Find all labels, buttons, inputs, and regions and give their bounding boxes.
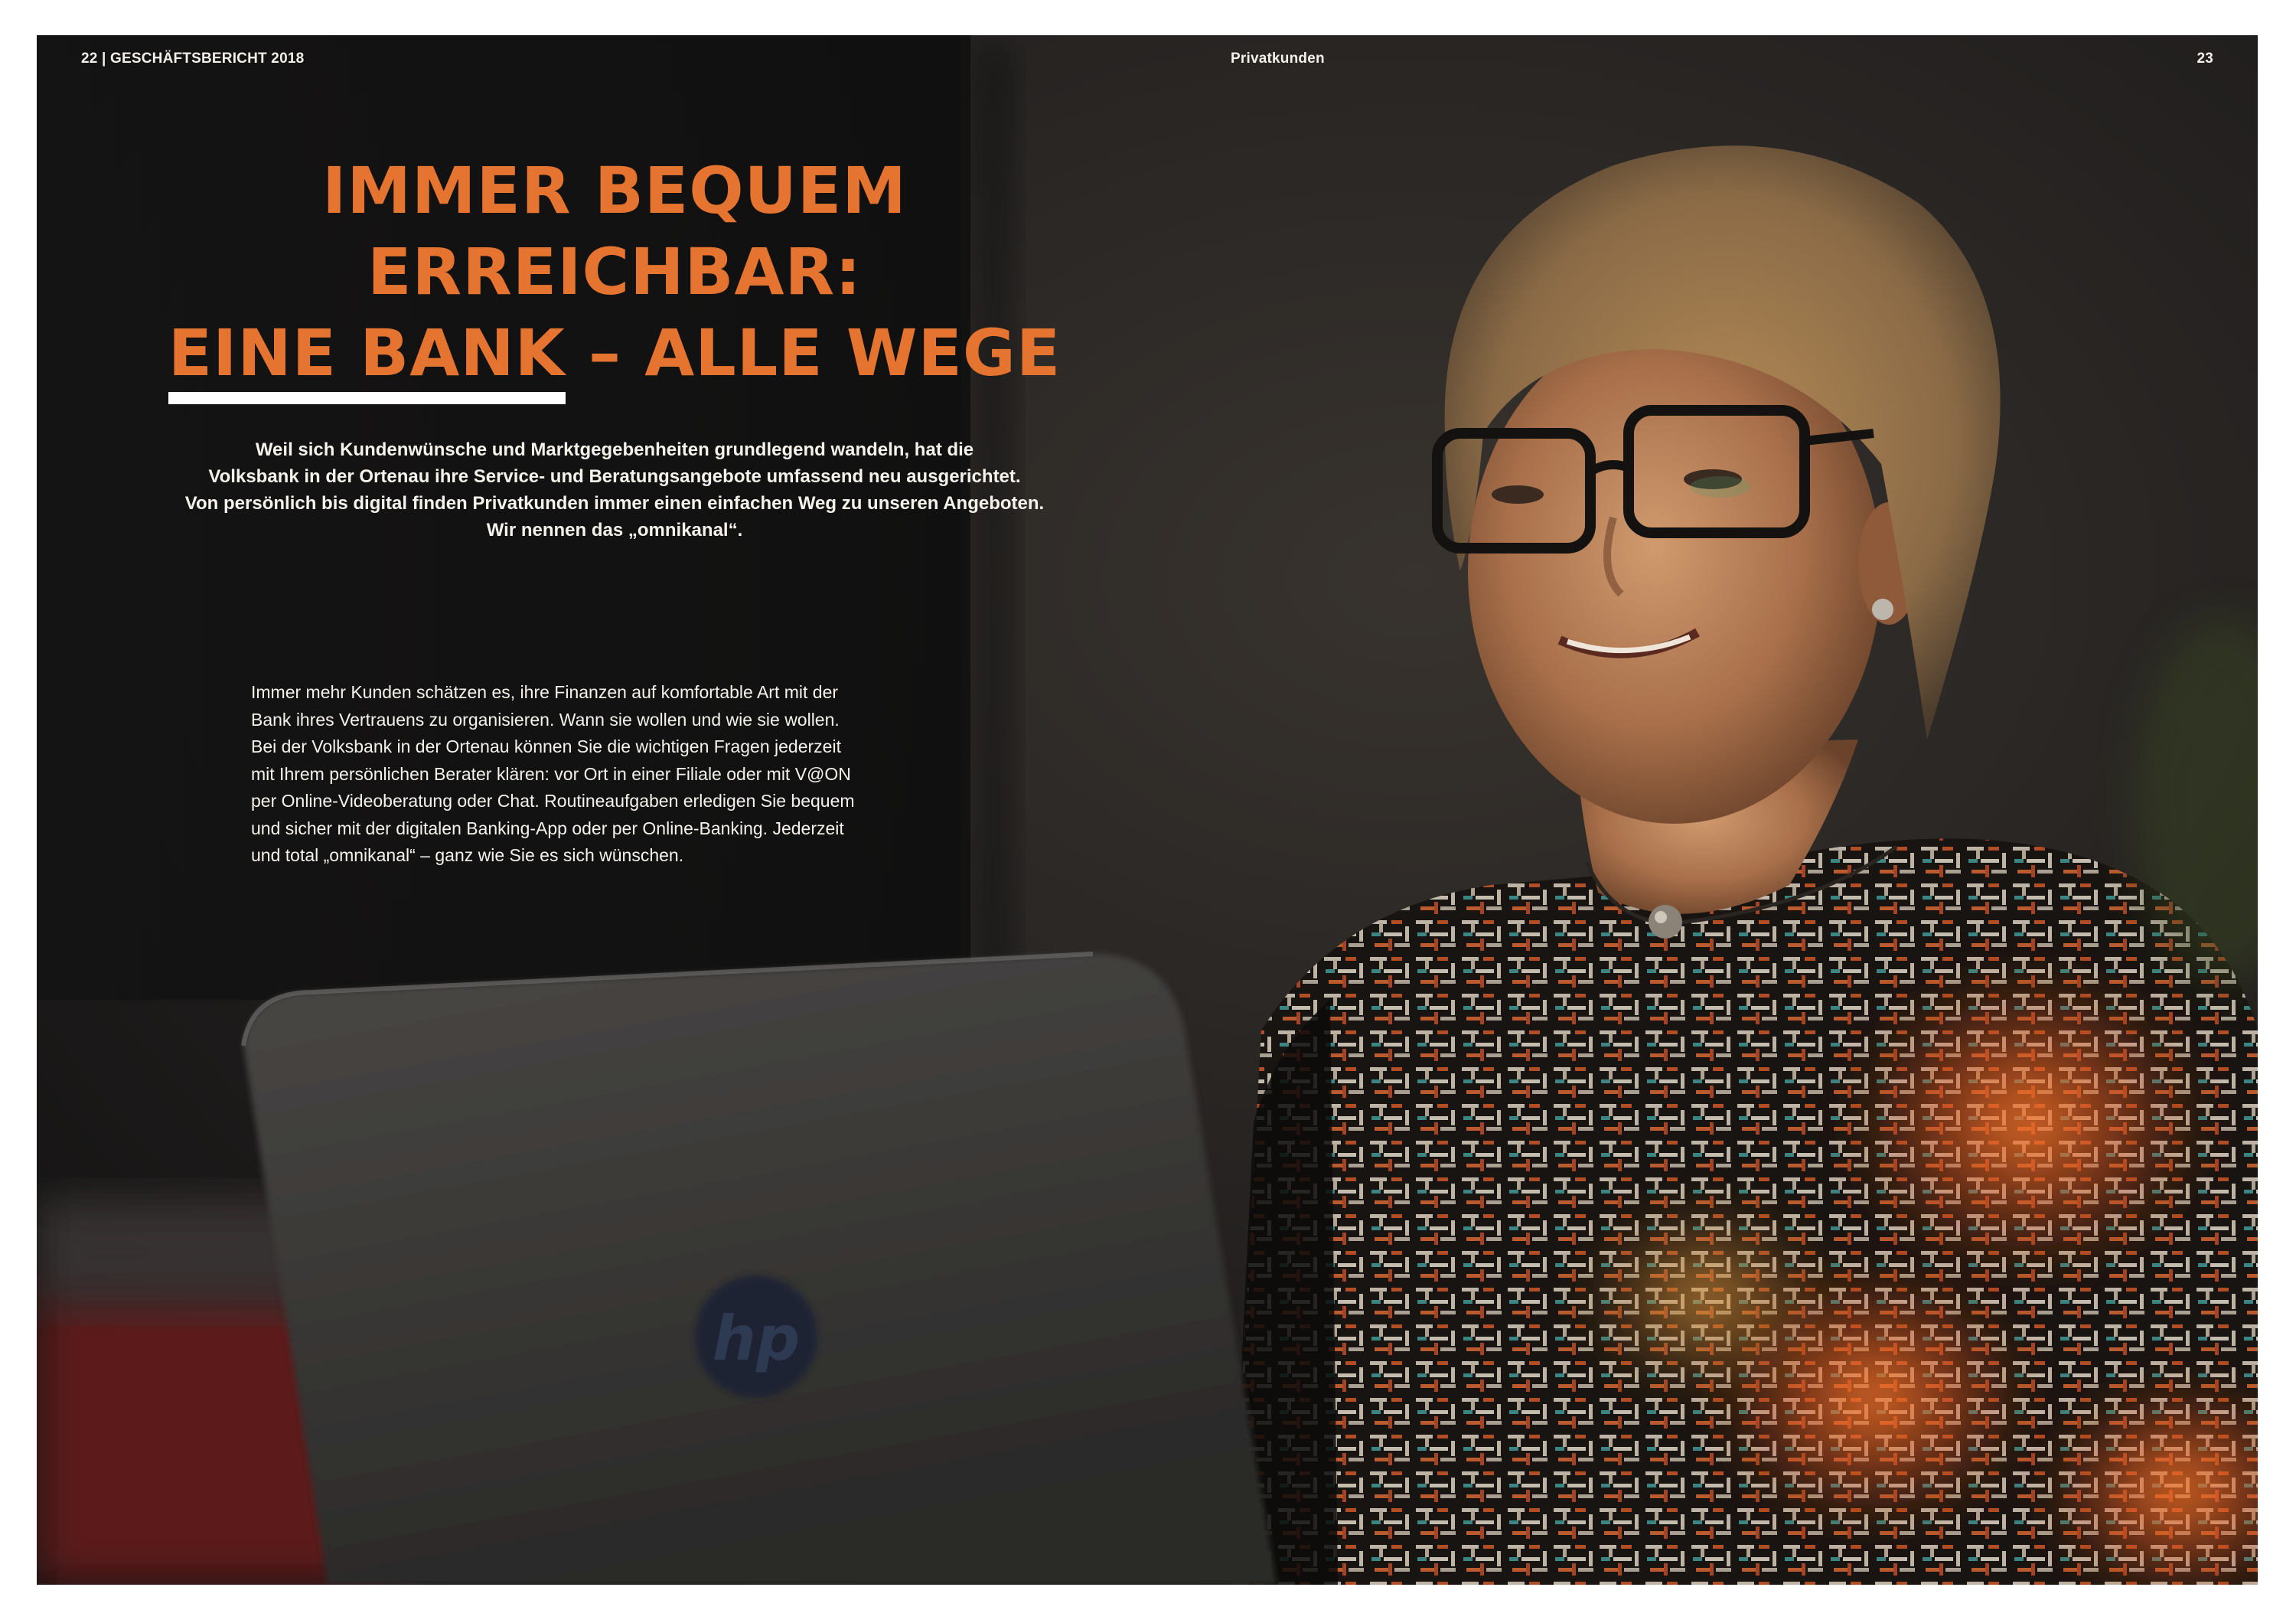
body-line: mit Ihrem persönlichen Berater klären: vor Ort in einer Filiale oder mit V@ON — [251, 763, 851, 784]
page-number-right: 23 — [2197, 51, 2213, 67]
body-paragraph — [251, 679, 909, 870]
intro-paragraph — [144, 436, 1085, 544]
body-line: und total „omnikanal“ – ganz wie Sie es sich wünschen. — [251, 845, 684, 865]
headline-underlined-text: EINE BANK — [168, 315, 566, 390]
svg-text:hp: hp — [712, 1303, 801, 1374]
page-number-left: 22 | GESCHÄFTSBERICHT 2018 — [81, 51, 305, 67]
intro-line: Von persönlich bis digital finden Privatkunden immer einen einfachen Weg zu unseren Angeboten. — [184, 493, 1045, 514]
intro-line: Wir nennen das „omnikanal“. — [486, 520, 743, 540]
body-line: und sicher mit der digitalen Banking-App oder per Online-Banking. Jederzeit — [251, 818, 844, 838]
headline-line-2: ERREICHBAR: — [367, 234, 862, 309]
body-line: Bank ihres Vertrauens zu organisieren. Wann sie wollen und wie sie wollen. — [251, 709, 840, 730]
body-line: Bei der Volksbank in der Ortenau können Sie die wichtigen Fragen jederzeit — [251, 736, 841, 756]
intro-line: Volksbank in der Ortenau ihre Service- und Beratungsangebote umfassend neu ausgerichtet. — [208, 466, 1021, 487]
annual-report-spread — [37, 35, 2258, 1585]
headline-underline-bar — [168, 392, 566, 404]
section-title: Privatkunden — [1231, 51, 1325, 67]
headline-line-1: IMMER BEQUEM — [322, 153, 907, 228]
body-line: per Online-Videoberatung oder Chat. Routineaufgaben erledigen Sie bequem — [251, 791, 855, 811]
intro-line: Weil sich Kundenwünsche und Marktgegebenheiten grundlegend wandeln, hat die — [255, 439, 974, 460]
headline — [144, 150, 1085, 394]
headline-line-3-rest: – ALLE WEGE — [565, 315, 1062, 390]
headline-underlined-phrase — [168, 312, 566, 394]
headline-line-3 — [144, 312, 1085, 394]
body-line: Immer mehr Kunden schätzen es, ihre Finanzen auf komfortable Art mit der — [251, 682, 839, 702]
